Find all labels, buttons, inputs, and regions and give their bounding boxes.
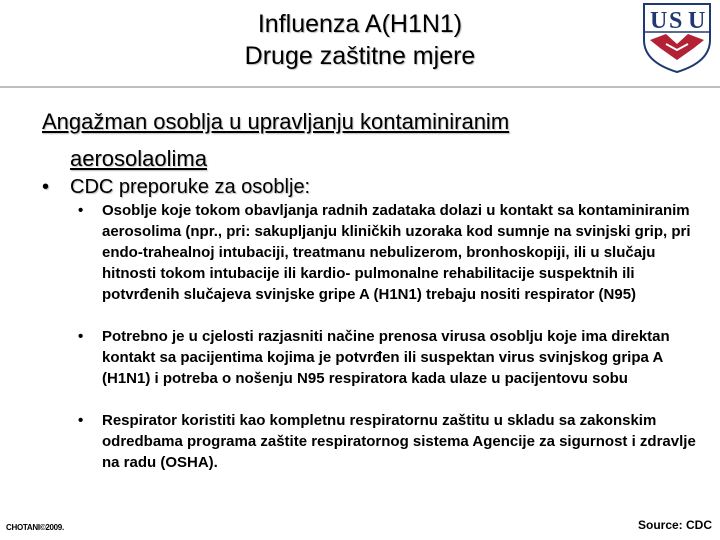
svg-text:U: U bbox=[650, 8, 668, 34]
title-line-2: Druge zaštitne mjere bbox=[244, 42, 476, 70]
section-heading bbox=[42, 103, 622, 177]
bullet-dot-icon: • bbox=[78, 412, 84, 429]
title-divider bbox=[0, 86, 720, 88]
source-footer: Source: CDC bbox=[637, 518, 712, 532]
level1-bullet bbox=[42, 174, 310, 200]
bullet-dot-icon: • bbox=[42, 176, 50, 198]
usu-logo bbox=[636, 0, 718, 74]
bullet-text: Respirator koristiti kao kompletnu respiratornu zaštitu u skladu sa zakonskim odredbama programa zaštite respiratornog sistema Agencije za sigurnost i zdravlje na radu (OSHA). bbox=[102, 412, 696, 471]
heading-line-1: Angažman osoblja u upravljanju kontaminiranim bbox=[42, 109, 510, 134]
list-item bbox=[78, 200, 698, 305]
copyright-footer: CHOTANI©2009. bbox=[6, 523, 64, 532]
list-item bbox=[78, 410, 698, 473]
bullet-list bbox=[78, 200, 698, 494]
bullet-dot-icon: • bbox=[78, 328, 84, 345]
bullet-dot-icon: • bbox=[78, 202, 84, 219]
svg-text:U: U bbox=[688, 8, 706, 34]
title-line-1: Influenza A(H1N1) bbox=[257, 10, 463, 38]
bullet-text: Potrebno je u cjelosti razjasniti načine prenosa virusa osoblju koje ima direktan kontakt sa pacijentima kojima je potvrđen ili suspektan virus svinjskog gripa A (H1N1) i potreba o nošenju N95 respiratora kada ulaze u pacijentovu sobu bbox=[102, 328, 670, 387]
svg-text:S: S bbox=[669, 8, 683, 34]
level1-text: CDC preporuke za osoblje: bbox=[70, 176, 311, 198]
bullet-text: Osoblje koje tokom obavljanja radnih zadataka dolazi u kontakt sa kontaminiranim aerosolima (npr., pri: sakupljanju kliničkih uzoraka kod sumnje na svinjski grip, pri endo-trahealnoj intubaciji, treatmanu nebulizerom, bronhoskopiji, ili u slučaju hitnosti tokom intubacije ili kardio- pulmonalne rehabilitacije suspektnih ili potvrđenih slučajeva svinjske gripe A (H1N1) trebaju nositi respirator (N95) bbox=[102, 202, 691, 303]
slide-title bbox=[0, 8, 720, 72]
list-item bbox=[78, 326, 698, 389]
heading-line-2: aerosolaolima bbox=[70, 146, 207, 171]
